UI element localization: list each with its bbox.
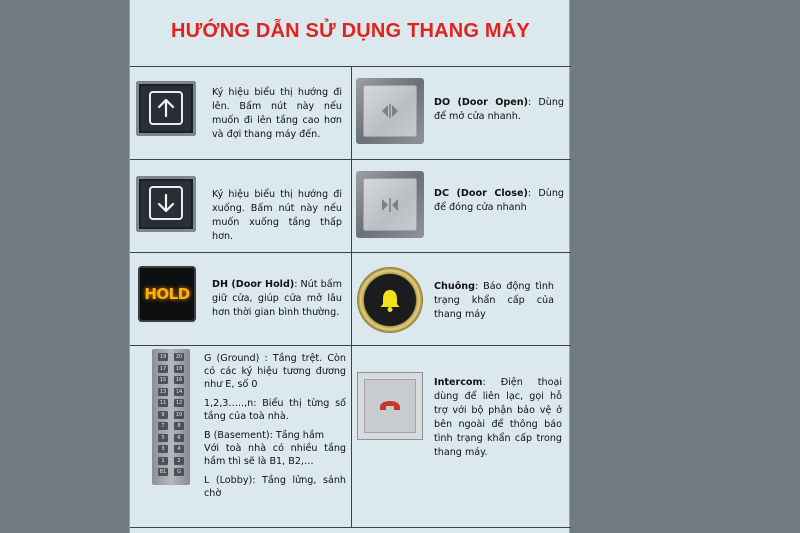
door-open-icon xyxy=(356,78,424,144)
hold-icon-text: HOLD xyxy=(144,285,190,303)
door-open-text: : Dùng để mở cửa nhanh. xyxy=(434,97,564,122)
bell-icon xyxy=(357,267,423,333)
floor-panel-icon xyxy=(152,349,190,485)
floor-button: 19 xyxy=(159,354,167,360)
door-close-label: DC (Door Close) xyxy=(434,188,528,199)
arrow-down-icon xyxy=(136,176,196,232)
floor-button: 2 xyxy=(174,457,184,465)
floor-button: 4 xyxy=(174,445,184,453)
door-open-label: DO (Door Open) xyxy=(434,97,528,108)
floor-button: 15 xyxy=(159,377,167,383)
bell-text: : Báo động tình trạng khẩn cấp của thang máy xyxy=(434,281,554,320)
floor-button: 11 xyxy=(159,400,167,406)
floors-ground: G (Ground) : Tầng trệt. Còn có các ký hiệu tương đương như E, số 0 xyxy=(204,353,346,390)
floor-button: 8 xyxy=(174,422,184,430)
floor-button: 3 xyxy=(158,445,168,453)
door-open-description xyxy=(434,96,564,124)
floors-basement-note: Với toà nhà có nhiều tầng hầm thì sẽ là B1, B2,… xyxy=(204,443,346,467)
floors-basement: B (Basement): Tầng hầm xyxy=(204,430,325,441)
floor-button: 5 xyxy=(158,434,168,442)
phone-icon xyxy=(357,372,423,440)
door-close-icon xyxy=(356,171,424,238)
floor-button: G xyxy=(174,468,184,476)
arrow-up-description: Ký hiệu biểu thị hướng đi lên. Bấm nút này nếu muốn đi lên tầng cao hơn và đợi thang máy đến. xyxy=(212,87,342,140)
bell-description xyxy=(434,280,554,322)
intercom-label: Intercom xyxy=(434,377,483,388)
floor-button: 14 xyxy=(175,388,183,395)
door-close-description xyxy=(434,187,564,215)
page-title: HƯỚNG DẪN SỬ DỤNG THANG MÁY xyxy=(171,20,530,42)
floors-numbers: 1,2,3…..,n: Biểu thị từng số tầng của toà nhà. xyxy=(204,398,346,422)
floor-button: 7 xyxy=(158,422,168,430)
arrow-down-description: Ký hiệu biểu thị hướng đi xuống. Bấm nút này nếu muốn xuống tầng thấp hơn. xyxy=(212,189,342,242)
intercom-description xyxy=(434,376,562,460)
hold-label: DH (Door Hold) xyxy=(212,279,295,290)
hold-text: : Nút bấm giữ cửa, giúp cửa mở lâu hơn thời gian bình thường. xyxy=(212,279,342,318)
floor-button: 10 xyxy=(175,411,183,418)
floor-button: 17 xyxy=(159,365,167,372)
floor-button: 16 xyxy=(175,377,183,383)
hold-icon xyxy=(138,266,196,322)
floor-button: 12 xyxy=(175,400,183,406)
floor-button: 13 xyxy=(159,388,167,395)
floor-button: 6 xyxy=(174,434,184,442)
column-divider xyxy=(351,66,352,528)
floors-lobby: L (Lobby): Tầng lửng, sảnh chờ xyxy=(204,475,346,499)
bell-label: Chuông xyxy=(434,281,475,292)
arrow-up-icon xyxy=(136,81,196,136)
floor-button: 18 xyxy=(175,365,183,372)
floor-button: 20 xyxy=(175,354,183,360)
floor-button: B1 xyxy=(159,469,167,475)
hold-description xyxy=(212,278,342,320)
guide-sheet xyxy=(129,0,570,533)
floor-button: 9 xyxy=(158,411,168,419)
floors-description xyxy=(204,352,346,500)
intercom-text: : Điện thoại dùng để liên lạc, gọi hỗ trợ với bộ phận bảo vệ ở bên ngoài để thông báo tình trạng khẩn cấp trong thang máy. xyxy=(434,377,562,458)
floor-button: 1 xyxy=(158,457,168,465)
door-close-text: : Dùng để đóng cửa nhanh xyxy=(434,188,564,213)
